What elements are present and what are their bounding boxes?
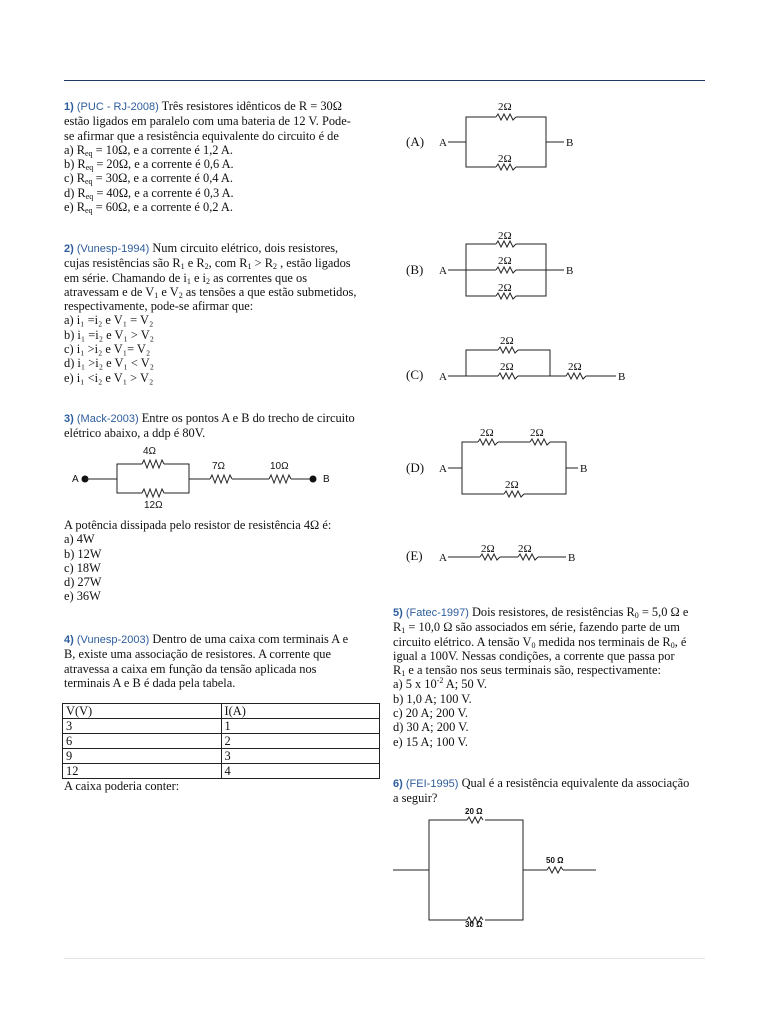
question-text: elétrico abaixo, a ddp é 80V. xyxy=(64,426,206,441)
question-text: atravessa a caixa em função da tensão aplicada nos xyxy=(64,661,317,676)
parallel-box xyxy=(429,820,523,920)
question-text: terminais A e B é dada pela tabela. xyxy=(64,675,236,690)
table-cell: 1 xyxy=(221,719,380,734)
resistor-30ohm-label: 30 Ω xyxy=(465,920,483,929)
diagram-label: (E) xyxy=(406,548,423,563)
question-text: Entre os pontos A e B do trecho de circuito xyxy=(138,411,355,425)
question-text: em série. Chamando de $i_1$ e $i_2$ as correntes que os xyxy=(64,270,308,286)
question-text: igual a 100V. Nessas condições, a corrente que passa por xyxy=(393,648,675,663)
option-c: c) 20 A; 200 V. xyxy=(393,706,468,721)
table-cell: 12 xyxy=(63,764,222,779)
table-cell: 9 xyxy=(63,749,222,764)
option-a: a) 5 x $10^{-2}$ A; 50 V. xyxy=(393,676,487,692)
resistor-50ohm-label: 50 Ω xyxy=(546,856,564,865)
diagram-label: (D) xyxy=(406,460,425,475)
question-text: $R_1 = 10,0$ Ω são associados em série, fazendo parte de um xyxy=(393,620,680,636)
terminal-a-label: A xyxy=(439,463,447,475)
resistor-20ohm-label: 20 Ω xyxy=(465,807,483,816)
diagram-b xyxy=(400,229,600,301)
question-5 xyxy=(393,605,688,749)
table-header-cell: V(V) xyxy=(63,704,222,719)
resistor-label: 2Ω xyxy=(498,230,512,242)
question-source: (Vunesp-2003) xyxy=(76,634,150,646)
resistor-4ohm-label: 4Ω xyxy=(143,446,157,457)
diagram-a xyxy=(400,100,600,180)
resistor-label: 2Ω xyxy=(505,479,519,491)
option-d: d) 30 A; 200 V. xyxy=(393,720,469,735)
resistor-label: 2Ω xyxy=(500,335,514,347)
question-number: 6) xyxy=(393,778,403,790)
option-e: e) 15 A; 100 V. xyxy=(393,734,468,749)
header-rule xyxy=(64,80,705,81)
question-text: circuito elétrico. A tensão $V_0$ medida nos terminais de $R_0$, é xyxy=(393,634,687,650)
table-cell: 3 xyxy=(221,749,380,764)
question-2 xyxy=(64,241,356,385)
option-a: a) i₁ =i₂ e V₁ = V₂ xyxy=(64,313,154,328)
table-row xyxy=(63,719,380,734)
option-b: b) $R_{eq} = 20\Omega$, e a corrente é 0,6 A. xyxy=(64,157,234,173)
q3-circuit-diagram xyxy=(62,440,362,515)
terminal-a-label: A xyxy=(439,371,447,383)
option-d: d) $R_{eq} = 40\Omega$, e a corrente é 0,3 A. xyxy=(64,185,234,201)
option-c: c) $R_{eq} = 30\Omega$, e a corrente é 0,4 A. xyxy=(64,171,233,187)
option-b: b) 1,0 A; 100 V. xyxy=(393,691,472,706)
question-text: $R_1$ e a tensão nos seus terminais são, respectivamente: xyxy=(393,663,661,679)
terminal-b-label: B xyxy=(566,137,574,149)
table-cell: 6 xyxy=(63,734,222,749)
terminal-b-label: B xyxy=(618,371,626,383)
table-cell: 2 xyxy=(221,734,380,749)
question-text: Qual é a resistência equivalente da associação xyxy=(458,776,690,790)
resistor-12ohm-label: 12Ω xyxy=(144,500,163,511)
question-text: estão ligados em paralelo com uma bateria de 12 V. Pode- xyxy=(64,114,351,129)
resistor-label: 2Ω xyxy=(481,543,495,555)
terminal-a-label: A xyxy=(439,137,447,149)
q6-circuit-diagram xyxy=(393,806,603,930)
option-a: a) $R_{eq} = 10\Omega$, e a corrente é 1,2 A. xyxy=(64,142,233,158)
question-source: (Fatec-1997) xyxy=(405,607,469,619)
terminal-b-label: B xyxy=(566,265,574,277)
resistor-10ohm-label: 10Ω xyxy=(270,461,289,472)
resistor-label: 2Ω xyxy=(530,427,544,439)
option-c: c) 18W xyxy=(64,560,101,575)
terminal-a-label: A xyxy=(72,474,79,485)
diagram-d xyxy=(400,425,600,500)
question-source: (FEI-1995) xyxy=(405,778,459,790)
question-1 xyxy=(64,99,351,214)
question-4 xyxy=(64,632,348,690)
resistor-label: 2Ω xyxy=(568,361,582,373)
terminal-b-label: B xyxy=(580,463,588,475)
option-d: d) 27W xyxy=(64,575,102,590)
question-3-body xyxy=(64,518,331,604)
terminal-a-label: A xyxy=(439,552,447,564)
resistor-7ohm-label: 7Ω xyxy=(212,461,226,472)
option-e: e) 36W xyxy=(64,589,101,604)
question-text: B, existe uma associação de resistores. A corrente que xyxy=(64,647,331,662)
table-header-cell: I(A) xyxy=(221,704,380,719)
terminal-b-dot xyxy=(310,476,317,483)
question-6 xyxy=(393,776,689,806)
diagram-e xyxy=(400,538,600,568)
resistor-label: 2Ω xyxy=(518,543,532,555)
question-text: A caixa poderia conter: xyxy=(64,779,180,793)
diagram-label: (A) xyxy=(406,134,425,149)
table-row xyxy=(63,749,380,764)
question-text: Dentro de uma caixa com terminais A e xyxy=(149,632,349,646)
resistor-label: 2Ω xyxy=(480,427,494,439)
resistor-50ohm xyxy=(547,867,563,873)
question-text: cujas resistências são $R_1$ e $R_2$, com $R_1 > R_2$ , estão ligados xyxy=(64,256,351,272)
question-number: 3) xyxy=(64,413,74,425)
table-cell: 3 xyxy=(63,719,222,734)
question-number: 1) xyxy=(64,101,74,113)
question-source: (Vunesp-1994) xyxy=(76,243,150,255)
table-cell: 4 xyxy=(221,764,380,779)
footer-rule xyxy=(64,958,705,959)
option-d: d) i₁ >i₂ e V₁ < V₂ xyxy=(64,356,154,371)
terminal-b-label: B xyxy=(323,474,330,485)
option-e: e) i₁ <i₂ e V₁ > V₂ xyxy=(64,370,154,385)
voltage-current-table xyxy=(62,703,380,779)
option-b: b) i₁ =i₂ e V₁ > V₂ xyxy=(64,327,154,342)
resistor-7ohm xyxy=(210,475,232,483)
question-source: (PUC - RJ-2008) xyxy=(76,101,159,113)
resistor-label: 2Ω xyxy=(498,101,512,113)
table-header-row xyxy=(63,704,380,719)
resistor-10ohm xyxy=(269,475,291,483)
question-number: 4) xyxy=(64,634,74,646)
table-row xyxy=(63,734,380,749)
option-b: b) 12W xyxy=(64,546,102,561)
question-text: atravessam e de $V_1$ e $V_2$ as tensões a que estão submetidos, xyxy=(64,284,357,300)
resistor-right xyxy=(566,373,586,379)
question-number: 2) xyxy=(64,243,74,255)
question-number: 5) xyxy=(393,607,403,619)
question-3 xyxy=(64,411,355,441)
option-a: a) 4W xyxy=(64,532,95,547)
terminal-a-label: A xyxy=(439,265,447,277)
question-text: a seguir? xyxy=(393,791,438,806)
diagram-c xyxy=(400,333,640,385)
diagram-label: (B) xyxy=(406,262,424,277)
terminal-b-label: B xyxy=(568,552,576,564)
resistor-label: 2Ω xyxy=(500,361,514,373)
question-text: Dois resistores, de resistências $R_0 = 5,0$ Ω e xyxy=(468,605,689,620)
option-e: e) $R_{eq} = 60\Omega$, e a corrente é 0,2 A. xyxy=(64,200,233,216)
resistor-label: 2Ω xyxy=(498,153,512,165)
diagram-label: (C) xyxy=(406,367,424,382)
resistor-label: 2Ω xyxy=(498,255,512,267)
question-text: Num circuito elétrico, dois resistores, xyxy=(149,241,339,255)
option-c: c) i₁ >i₂ e V₁= V₂ xyxy=(64,342,151,357)
resistor-label: 2Ω xyxy=(498,282,512,294)
question-text: A potência dissipada pelo resistor de resistência 4Ω é: xyxy=(64,518,332,532)
question-text: respectivamente, pode-se afirmar que: xyxy=(64,299,254,314)
question-text: Três resistores idênticos de R = 30Ω xyxy=(161,99,342,113)
question-source: (Mack-2003) xyxy=(76,413,139,425)
table-row xyxy=(63,764,380,779)
question-4-closing xyxy=(64,779,179,793)
question-text: se afirmar que a resistência equivalente do circuito é de xyxy=(64,128,339,143)
